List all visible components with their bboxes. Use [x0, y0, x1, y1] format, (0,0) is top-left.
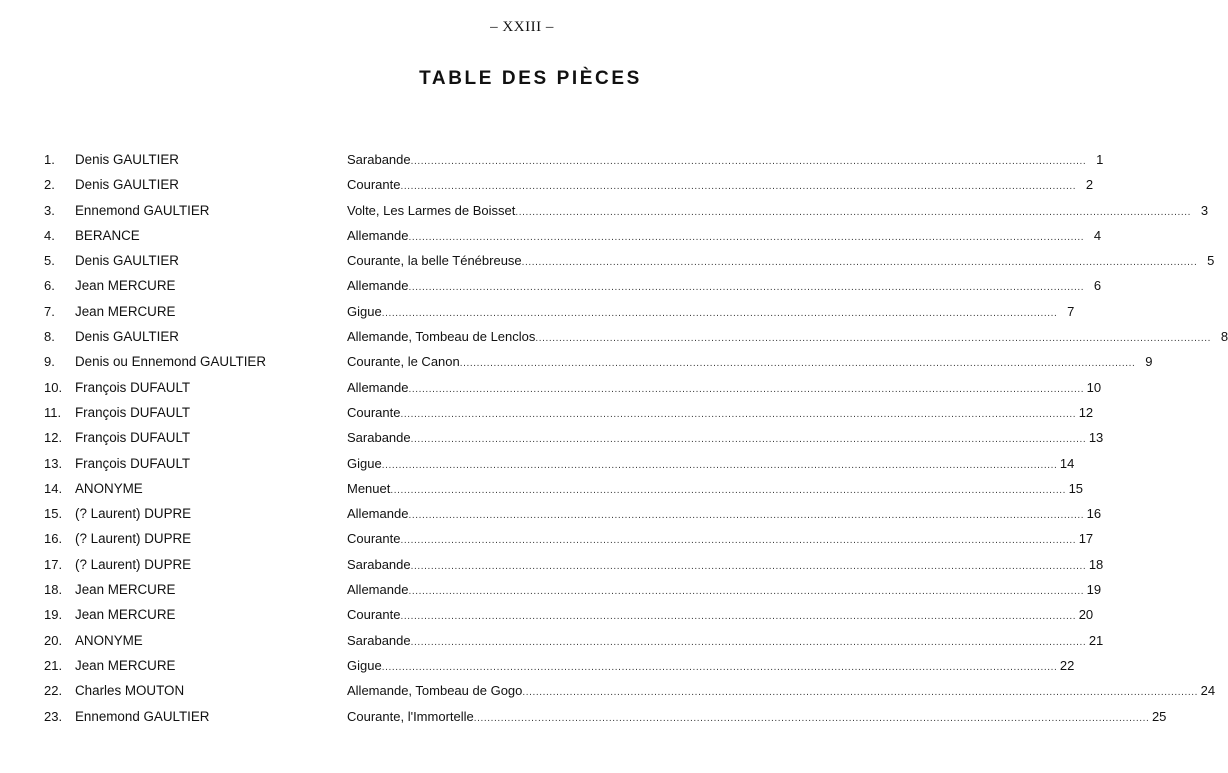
- piece-entry: [347, 351, 1153, 375]
- composer-name: (? Laurent) DUPRE: [75, 556, 192, 572]
- dot-leader: ........................................................................................................................................................................................................: [408, 510, 1085, 522]
- entry-number: 10.: [44, 379, 63, 395]
- piece-entry: [347, 275, 1102, 299]
- piece-title: Sarabande: [347, 430, 411, 446]
- piece-entry: [347, 579, 1102, 603]
- composer-name: (? Laurent) DUPRE: [75, 506, 192, 522]
- piece-title: Sarabande: [347, 632, 411, 648]
- dot-leader: ........................................................................................................................................................................................................: [408, 383, 1085, 395]
- entry-number: 19.: [44, 607, 63, 623]
- page-reference: 25: [1151, 708, 1167, 724]
- entry-number: 23.: [44, 708, 63, 724]
- dot-leader: ........................................................................................................................................................................................................: [515, 206, 1192, 218]
- piece-title: Courante, la belle Ténébreuse: [347, 253, 522, 269]
- dot-leader: ........................................................................................................................................................................................................: [410, 560, 1087, 572]
- page-reference: 4: [1093, 227, 1102, 243]
- toc-row: [44, 402, 1094, 427]
- piece-entry: [347, 250, 1215, 274]
- dot-leader: ........................................................................................................................................................................................................: [400, 535, 1077, 547]
- composer-name: Denis GAULTIER: [75, 152, 179, 167]
- dot-leader: ........................................................................................................................................................................................................: [400, 611, 1077, 623]
- composer-name: Ennemond GAULTIER: [75, 708, 210, 724]
- dot-leader: ........................................................................................................................................................................................................: [410, 636, 1087, 648]
- piece-title: Allemande, Tombeau de Lenclos: [347, 329, 536, 345]
- piece-entry: [347, 402, 1094, 426]
- piece-title: Courante: [347, 607, 401, 623]
- piece-title: Courante: [347, 404, 401, 420]
- toc-row: [44, 351, 1153, 376]
- entry-number: 15.: [44, 506, 63, 522]
- piece-title: Courante: [347, 177, 401, 193]
- page-reference: 9: [1145, 354, 1153, 370]
- page-reference: 24: [1200, 683, 1216, 699]
- page-reference: 12: [1078, 404, 1094, 420]
- dot-leader: ........................................................................................................................................................................................................: [381, 307, 1058, 319]
- dot-leader: ........................................................................................................................................................................................................: [521, 257, 1198, 269]
- composer-name: Denis GAULTIER: [75, 177, 179, 193]
- piece-entry: [347, 149, 1104, 173]
- composer-name: Jean MERCURE: [75, 582, 176, 598]
- piece-title: Volte, Les Larmes de Boisset: [347, 202, 516, 218]
- dot-leader: ........................................................................................................................................................................................................: [400, 408, 1077, 420]
- toc-row: [44, 604, 1094, 629]
- piece-entry: [347, 427, 1104, 451]
- entry-number: 6.: [44, 278, 55, 294]
- piece-entry: [347, 453, 1075, 477]
- composer-name: François DUFAULT: [75, 379, 191, 395]
- piece-entry: [347, 200, 1209, 224]
- piece-title: Courante, le Canon: [347, 354, 460, 370]
- dot-leader: ........................................................................................................................................................................................................: [410, 156, 1087, 167]
- composer-name: François DUFAULT: [75, 430, 191, 446]
- piece-title: Allemande: [347, 506, 409, 522]
- page-reference: 21: [1088, 632, 1104, 648]
- piece-entry: [347, 225, 1102, 249]
- piece-title: Allemande: [347, 582, 409, 598]
- piece-title: Courante, l'Immortelle: [347, 708, 474, 724]
- composer-name: Charles MOUTON: [75, 683, 185, 699]
- entry-number: 12.: [44, 430, 63, 446]
- dot-leader: ........................................................................................................................................................................................................: [410, 434, 1087, 446]
- page-reference: 2: [1085, 177, 1094, 193]
- dot-leader: ........................................................................................................................................................................................................: [381, 459, 1058, 471]
- page-reference: 13: [1088, 430, 1104, 446]
- dot-leader: ........................................................................................................................................................................................................: [473, 712, 1150, 724]
- piece-entry: [347, 503, 1102, 527]
- page-reference: 20: [1078, 607, 1094, 623]
- piece-entry: [347, 680, 1216, 704]
- entry-number: 16.: [44, 531, 63, 547]
- entry-number: 22.: [44, 683, 63, 699]
- entry-number: 2.: [44, 177, 55, 193]
- piece-entry: [347, 377, 1102, 401]
- piece-entry: [347, 630, 1104, 654]
- dot-leader: ........................................................................................................................................................................................................: [408, 586, 1085, 598]
- piece-title: Courante: [347, 531, 401, 547]
- toc-row: [44, 200, 1209, 225]
- page-reference: 15: [1068, 480, 1084, 496]
- piece-entry: [347, 604, 1094, 628]
- entry-number: 7.: [44, 303, 55, 319]
- piece-title: Allemande, Tombeau de Gogo: [347, 683, 523, 699]
- page-reference: 17: [1078, 531, 1094, 547]
- piece-title: Gigue: [347, 657, 382, 673]
- piece-entry: [347, 655, 1075, 679]
- composer-name: Denis GAULTIER: [75, 329, 179, 345]
- entry-number: 4.: [44, 227, 55, 243]
- page-reference: 16: [1086, 506, 1102, 522]
- entry-number: 1.: [44, 152, 55, 167]
- entry-number: 11.: [44, 404, 62, 420]
- toc-row: [44, 579, 1102, 604]
- entry-number: 17.: [44, 556, 63, 572]
- composer-name: François DUFAULT: [75, 404, 191, 420]
- page-reference: 3: [1200, 202, 1209, 218]
- entry-number: 13.: [44, 455, 63, 471]
- dot-leader: ........................................................................................................................................................................................................: [400, 181, 1077, 193]
- piece-entry: [347, 554, 1104, 578]
- piece-entry: [347, 301, 1075, 325]
- page-reference: 18: [1088, 556, 1104, 572]
- toc-row: [44, 478, 1084, 503]
- composer-name: François DUFAULT: [75, 455, 191, 471]
- toc-row: [44, 503, 1102, 528]
- page-reference: 14: [1059, 455, 1075, 471]
- dot-leader: ........................................................................................................................................................................................................: [522, 687, 1199, 699]
- page-number: – XXIII –: [490, 19, 554, 35]
- page-title: TABLE DES PIÈCES: [419, 68, 642, 89]
- composer-name: Ennemond GAULTIER: [75, 202, 210, 218]
- piece-entry: [347, 706, 1167, 730]
- toc-row: [44, 680, 1216, 705]
- entry-number: 20.: [44, 632, 63, 648]
- entry-number: 9.: [44, 354, 55, 370]
- piece-entry: [347, 326, 1228, 350]
- composer-name: ANONYME: [75, 480, 143, 496]
- piece-entry: [347, 478, 1084, 502]
- table-of-contents: [44, 149, 1228, 731]
- page-reference: 22: [1059, 657, 1075, 673]
- dot-leader: ........................................................................................................................................................................................................: [459, 358, 1136, 370]
- composer-name: BERANCE: [75, 227, 140, 243]
- composer-name: ANONYME: [75, 632, 143, 648]
- composer-name: Jean MERCURE: [75, 657, 176, 673]
- page-reference: 19: [1086, 582, 1102, 598]
- dot-leader: ........................................................................................................................................................................................................: [390, 484, 1067, 496]
- page-reference: 5: [1207, 253, 1215, 269]
- dot-leader: ........................................................................................................................................................................................................: [381, 661, 1058, 673]
- piece-title: Menuet: [347, 480, 391, 496]
- dot-leader: ........................................................................................................................................................................................................: [408, 231, 1085, 243]
- toc-row: [44, 427, 1104, 452]
- piece-title: Gigue: [347, 303, 382, 319]
- composer-name: Denis ou Ennemond GAULTIER: [75, 354, 267, 370]
- toc-row: [44, 174, 1094, 199]
- toc-row: [44, 377, 1102, 402]
- toc-row: [44, 326, 1228, 351]
- composer-name: Jean MERCURE: [75, 607, 176, 623]
- toc-row: [44, 528, 1094, 553]
- piece-title: Sarabande: [347, 556, 411, 572]
- entry-number: 21.: [44, 657, 63, 673]
- piece-title: Allemande: [347, 227, 409, 243]
- entry-number: 3.: [44, 202, 55, 218]
- composer-name: (? Laurent) DUPRE: [75, 531, 192, 547]
- page-reference: 10: [1086, 379, 1102, 395]
- toc-row: [44, 149, 1104, 174]
- composer-name: Jean MERCURE: [75, 278, 176, 294]
- toc-row: [44, 250, 1215, 275]
- entry-number: 14.: [44, 480, 63, 496]
- piece-entry: [347, 528, 1094, 552]
- piece-title: Allemande: [347, 379, 409, 395]
- dot-leader: ........................................................................................................................................................................................................: [535, 333, 1212, 345]
- toc-row: [44, 706, 1167, 731]
- page-reference: 1: [1096, 152, 1104, 167]
- page-reference: 6: [1093, 278, 1102, 294]
- toc-row: [44, 655, 1075, 680]
- entry-number: 8.: [44, 329, 55, 345]
- piece-title: Sarabande: [347, 152, 411, 167]
- page-reference: 8: [1220, 329, 1228, 345]
- toc-row: [44, 554, 1104, 579]
- composer-name: Denis GAULTIER: [75, 253, 179, 269]
- toc-row: [44, 301, 1075, 326]
- piece-entry: [347, 174, 1094, 198]
- toc-row: [44, 630, 1104, 655]
- toc-row: [44, 225, 1102, 250]
- page-reference: 7: [1067, 303, 1075, 319]
- piece-title: Allemande: [347, 278, 409, 294]
- entry-number: 5.: [44, 253, 55, 269]
- toc-row: [44, 453, 1075, 478]
- piece-title: Gigue: [347, 455, 382, 471]
- dot-leader: ........................................................................................................................................................................................................: [408, 282, 1085, 294]
- toc-row: [44, 275, 1102, 300]
- entry-number: 18.: [44, 582, 63, 598]
- composer-name: Jean MERCURE: [75, 303, 176, 319]
